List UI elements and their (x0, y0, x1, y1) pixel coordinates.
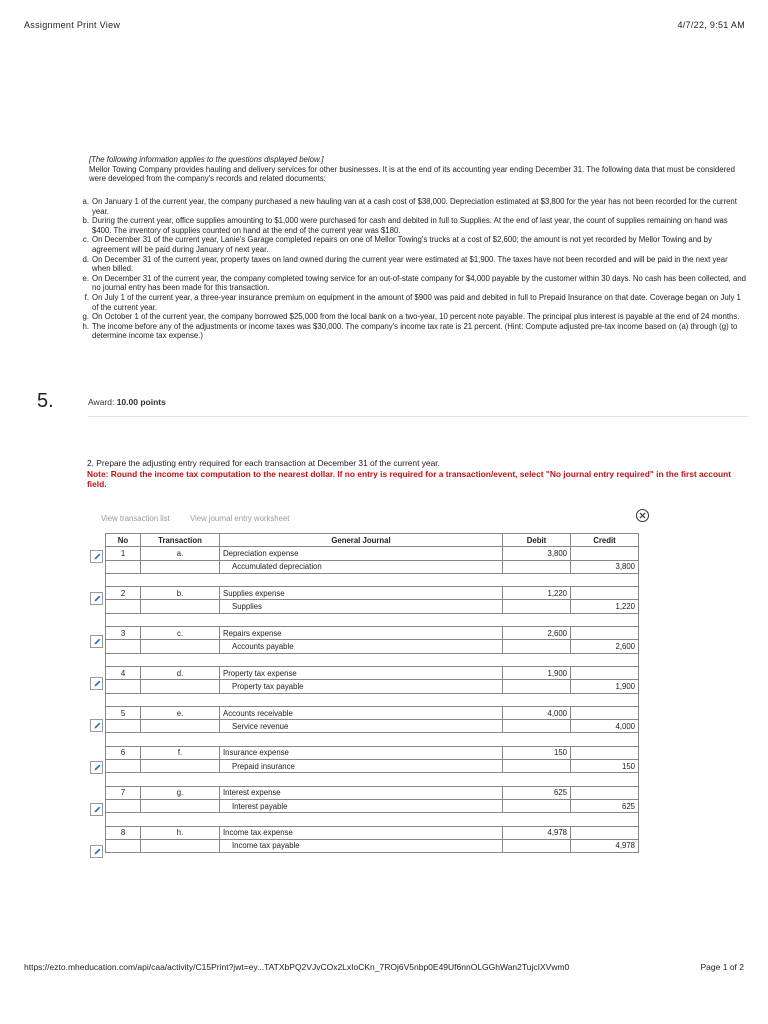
debit-amount: 3,800 (503, 547, 571, 560)
item-letter: h. (82, 321, 89, 331)
entry-transaction-empty (141, 600, 220, 613)
debit-amount-empty (503, 839, 571, 852)
entry-no: 3 (106, 627, 141, 640)
credit-amount-empty (571, 826, 639, 839)
credit-amount: 4,978 (571, 839, 639, 852)
entry-no: 5 (106, 706, 141, 719)
edit-entry-button[interactable] (90, 677, 103, 690)
table-row (106, 640, 639, 653)
prompt-note: Note: Round the income tax computation to the nearest dollar. If no entry is required for a transaction/event, select "No journal entry required" in the first account field. (87, 468, 732, 489)
journal-entry-table (105, 533, 639, 853)
award-info (88, 397, 166, 407)
spacer-cell (106, 653, 639, 666)
debit-account: Supplies expense (220, 587, 503, 600)
list-item (76, 216, 748, 235)
entry-transaction: d. (141, 666, 220, 679)
spacer-cell (106, 773, 639, 786)
entry-no-empty (106, 720, 141, 733)
edit-entry-button[interactable] (90, 635, 103, 648)
table-spacer (106, 733, 639, 746)
credit-amount: 4,000 (571, 720, 639, 733)
edit-entry-button[interactable] (90, 592, 103, 605)
table-row (106, 799, 639, 812)
table-row (106, 720, 639, 733)
credit-amount: 1,220 (571, 600, 639, 613)
header-general-journal: General Journal (220, 534, 503, 547)
item-text: The income before any of the adjustments or income taxes was $30,000. The company's income tax rate is 21 percent. (Hint: Compute adjusted pre-tax income based on (a) through (g) to determine income tax expense.) (92, 321, 738, 341)
item-letter: e. (82, 273, 89, 283)
credit-amount-empty (571, 587, 639, 600)
debit-amount: 2,600 (503, 627, 571, 640)
credit-amount: 3,800 (571, 560, 639, 573)
credit-account: Accounts payable (220, 640, 503, 653)
credit-account: Interest payable (220, 799, 503, 812)
credit-account: Supplies (220, 600, 503, 613)
credit-amount-empty (571, 706, 639, 719)
pencil-icon (93, 721, 102, 730)
edit-entry-button[interactable] (90, 550, 103, 563)
pencil-icon (93, 637, 102, 646)
debit-account: Interest expense (220, 786, 503, 799)
pencil-icon (93, 552, 102, 561)
header-transaction: Transaction (141, 534, 220, 547)
credit-amount-empty (571, 666, 639, 679)
pencil-icon (93, 847, 102, 856)
question-prompt (87, 458, 747, 490)
entry-no-empty (106, 760, 141, 773)
entry-transaction: g. (141, 786, 220, 799)
item-letter: g. (82, 312, 89, 322)
item-letter: f. (84, 292, 89, 302)
transaction-list (76, 197, 748, 341)
spacer-cell (106, 573, 639, 586)
item-text: On October 1 of the current year, the company borrowed $25,000 from the local bank on a two-year, 10 percent note payable. The principal plus interest is payable at the end of 24 months. (92, 312, 740, 322)
award-label: Award: (88, 397, 115, 407)
debit-amount: 625 (503, 786, 571, 799)
spacer-cell (106, 693, 639, 706)
table-row (106, 786, 639, 799)
table-row (106, 839, 639, 852)
credit-amount: 150 (571, 760, 639, 773)
page-number: Page 1 of 2 (700, 962, 744, 972)
table-row (106, 826, 639, 839)
table-spacer (106, 653, 639, 666)
debit-amount: 1,220 (503, 587, 571, 600)
edit-entry-button[interactable] (90, 761, 103, 774)
table-row (106, 706, 639, 719)
debit-amount-empty (503, 680, 571, 693)
entry-no: 2 (106, 587, 141, 600)
pencil-icon (93, 679, 102, 688)
item-text: On December 31 of the current year, Lanie's Garage completed repairs on one of Mellor Towing's trucks at a cost of $2,600; the amount is not yet recorded by Mellor Towing and by agreement will be paid during January of next year. (92, 235, 712, 254)
list-item (76, 322, 748, 341)
debit-amount-empty (503, 640, 571, 653)
credit-account: Accumulated depreciation (220, 560, 503, 573)
header-no: No (106, 534, 141, 547)
item-letter: c. (82, 235, 89, 245)
debit-amount-empty (503, 760, 571, 773)
intro-note: [The following information applies to the questions displayed below.] (89, 155, 324, 164)
credit-amount: 1,900 (571, 680, 639, 693)
entry-transaction: c. (141, 627, 220, 640)
header-credit: Credit (571, 534, 639, 547)
entry-no-empty (106, 839, 141, 852)
pencil-icon (93, 805, 102, 814)
debit-amount-empty (503, 600, 571, 613)
entry-transaction: b. (141, 587, 220, 600)
table-spacer (106, 773, 639, 786)
close-icon (639, 512, 646, 519)
list-item (76, 312, 748, 322)
debit-account: Property tax expense (220, 666, 503, 679)
close-button[interactable] (636, 509, 649, 522)
item-letter: b. (82, 216, 89, 226)
debit-account: Insurance expense (220, 746, 503, 759)
print-view-title: Assignment Print View (24, 20, 121, 30)
entry-no-empty (106, 640, 141, 653)
pencil-icon (93, 594, 102, 603)
list-item (76, 255, 748, 274)
debit-amount: 4,978 (503, 826, 571, 839)
entry-no-empty (106, 600, 141, 613)
entry-transaction: e. (141, 706, 220, 719)
item-text: On January 1 of the current year, the company purchased a new hauling van at a cash cost of $38,000. Depreciation estimated at $3,800 for the year has not been recorded for the current year. (92, 197, 737, 216)
edit-entry-button[interactable] (90, 845, 103, 858)
item-text: On December 31 of the current year, the company completed towing service for an out-of-state company for $4,000 payable by the customer within 30 days. No cash has been collected, and no journal entry has been made for this transaction. (92, 273, 747, 293)
table-row (106, 547, 639, 560)
list-item (76, 274, 748, 293)
credit-account: Income tax payable (220, 839, 503, 852)
item-letter: d. (82, 254, 89, 264)
view-transaction-list-link[interactable]: View transaction list (101, 514, 170, 523)
prompt-text: 2. Prepare the adjusting entry required for each transaction at December 31 of the current year. (87, 458, 440, 468)
entry-no: 4 (106, 666, 141, 679)
view-journal-worksheet-link[interactable]: View journal entry worksheet (189, 514, 290, 523)
list-item (76, 197, 748, 216)
item-letter: a. (82, 197, 89, 206)
entry-no: 6 (106, 746, 141, 759)
entry-no: 1 (106, 547, 141, 560)
table-spacer (106, 573, 639, 586)
entry-transaction-empty (141, 720, 220, 733)
edit-entry-button[interactable] (90, 719, 103, 732)
table-row (106, 746, 639, 759)
spacer-cell (106, 813, 639, 826)
debit-account: Repairs expense (220, 627, 503, 640)
table-row (106, 560, 639, 573)
award-points: 10.00 points (116, 397, 166, 407)
entry-transaction: a. (141, 547, 220, 560)
credit-amount-empty (571, 786, 639, 799)
debit-amount-empty (503, 720, 571, 733)
debit-amount-empty (503, 560, 571, 573)
footer-url: https://ezto.mheducation.com/api/caa/activity/C15Print?jwt=ey...TATXbPQ2VJvCOx2LxIoCKn_7ROj6V5nbp0E49Uf6nnOLGGhWan2TujcIXVwm0 (24, 962, 570, 972)
entry-transaction-empty (141, 799, 220, 812)
credit-amount-empty (571, 627, 639, 640)
item-text: On December 31 of the current year, property taxes on land owned during the current year were estimated at $1,900. The taxes have not been recorded and will be paid in the next year when billed. (92, 254, 728, 274)
credit-account: Service revenue (220, 720, 503, 733)
item-text: During the current year, office supplies amounting to $1,000 were purchased for cash and debited in full to Supplies. At the end of last year, the count of supplies remaining on hand was $400. The inventory of supplies counted on hand at the end of the current year was $180. (92, 216, 728, 235)
debit-amount: 150 (503, 746, 571, 759)
list-item (76, 293, 748, 312)
debit-account: Depreciation expense (220, 547, 503, 560)
entry-transaction-empty (141, 760, 220, 773)
entry-no-empty (106, 799, 141, 812)
table-spacer (106, 613, 639, 626)
entry-no: 8 (106, 826, 141, 839)
entry-transaction-empty (141, 640, 220, 653)
table-spacer (106, 813, 639, 826)
table-header-row (106, 534, 639, 547)
credit-account: Property tax payable (220, 680, 503, 693)
spacer-cell (106, 733, 639, 746)
debit-account: Accounts receivable (220, 706, 503, 719)
table-row (106, 680, 639, 693)
debit-amount: 1,900 (503, 666, 571, 679)
item-text: On July 1 of the current year, a three-year insurance premium on equipment in the amount of $900 was paid and debited in full to Prepaid Insurance on that date. Coverage began on July 1 of the current year. (92, 292, 741, 312)
print-datetime: 4/7/22, 9:51 AM (677, 20, 745, 30)
intro-block (89, 155, 749, 184)
table-row (106, 666, 639, 679)
entry-transaction-empty (141, 680, 220, 693)
table-row (106, 587, 639, 600)
intro-text: Mellor Towing Company provides hauling and delivery services for other businesses. It is at the end of its accounting year ending December 31. The following data that must be considered were developed from the company's records and related documents: (89, 164, 735, 184)
pencil-icon (93, 763, 102, 772)
credit-account: Prepaid insurance (220, 760, 503, 773)
credit-amount: 2,600 (571, 640, 639, 653)
table-row (106, 600, 639, 613)
debit-amount: 4,000 (503, 706, 571, 719)
debit-amount-empty (503, 799, 571, 812)
credit-amount-empty (571, 746, 639, 759)
entry-transaction: h. (141, 826, 220, 839)
worksheet-links (101, 514, 307, 523)
edit-entry-button[interactable] (90, 803, 103, 816)
entry-no-empty (106, 560, 141, 573)
table-spacer (106, 693, 639, 706)
list-item (76, 235, 748, 254)
credit-amount-empty (571, 547, 639, 560)
entry-no: 7 (106, 786, 141, 799)
divider (88, 416, 748, 417)
header-debit: Debit (503, 534, 571, 547)
entry-transaction-empty (141, 839, 220, 852)
entry-transaction: f. (141, 746, 220, 759)
table-row (106, 760, 639, 773)
entry-no-empty (106, 680, 141, 693)
entry-transaction-empty (141, 560, 220, 573)
credit-amount: 625 (571, 799, 639, 812)
spacer-cell (106, 613, 639, 626)
debit-account: Income tax expense (220, 826, 503, 839)
question-number: 5. (37, 390, 54, 412)
table-row (106, 627, 639, 640)
